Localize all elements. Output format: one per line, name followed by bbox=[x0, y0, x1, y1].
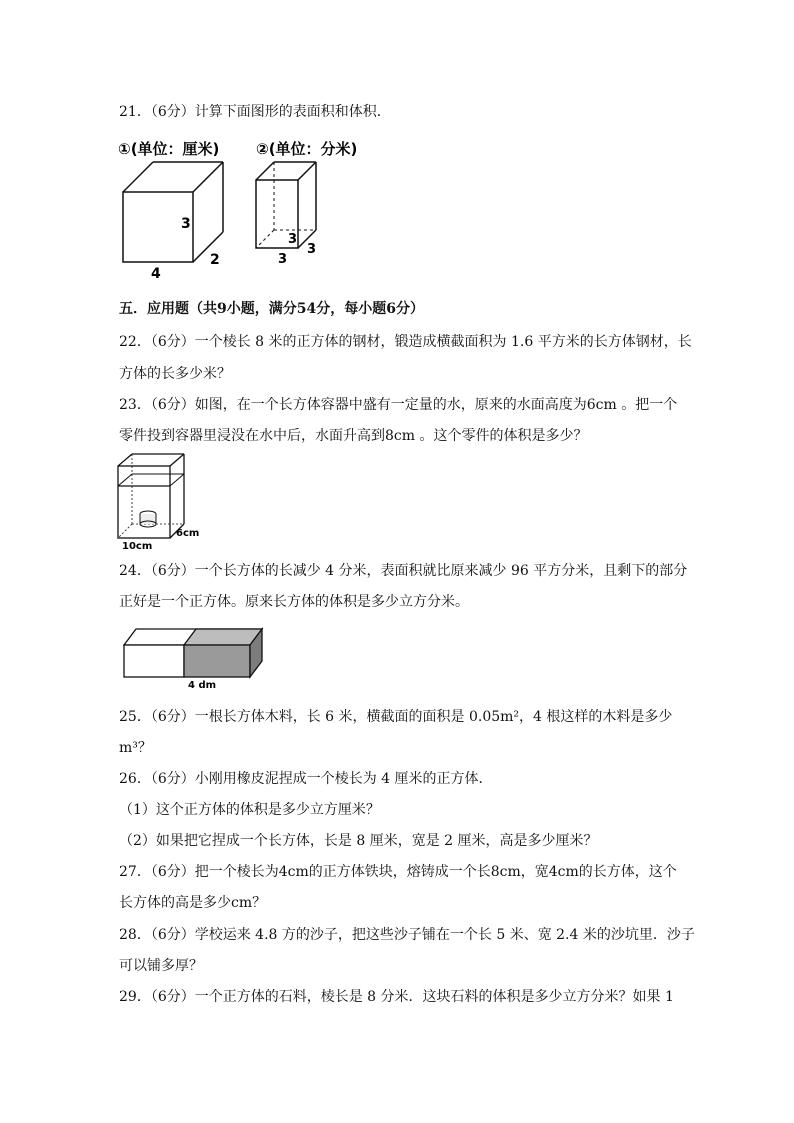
q21-fig1-dim-depth: 2 bbox=[210, 252, 220, 268]
q28-line-1: 28．（6分）学校运来 4.8 方的沙子，把这些沙子铺在一个长 5 米、宽 2.4 米的沙坑里．沙子 bbox=[119, 927, 695, 943]
q24-fig-dim: 4 dm bbox=[188, 680, 217, 691]
q27-line-2: 长方体的高是多少cm？ bbox=[119, 895, 267, 911]
q23-container-figure bbox=[116, 452, 211, 552]
q25-line-1: 25．（6分）一根长方体木料，长 6 米，横截面的面积是 0.05m²，4 根这样的木料是多少 bbox=[119, 709, 673, 725]
q22-line-1: 22．（6分）一个棱长 8 米的正方体的钢材，锻造成横截面积为 1.6 平方米的长方体钢材，长 bbox=[119, 334, 692, 350]
q27-line-1: 27．（6分）把一个棱长为4cm的正方体铁块，熔铸成一个长8cm，宽4cm的长方体，这个 bbox=[119, 864, 677, 880]
q21-fig1-dim-length: 4 bbox=[151, 266, 161, 281]
q23-fig-depth: 6cm bbox=[176, 528, 200, 539]
q26-line-1: 26．（6分）小刚用橡皮泥捏成一个棱长为 4 厘米的正方体． bbox=[119, 771, 493, 787]
q24-line-1: 24．（6分）一个长方体的长减少 4 分米，表面积就比原来减少 96 平方分米，且剩下的部分 bbox=[119, 563, 688, 579]
section-5-title: 五．应用题（共9小题，满分54分，每小题6分） bbox=[119, 301, 424, 317]
q21-fig2-dim-inner: 3 bbox=[288, 232, 298, 247]
q23-line-1: 23．（6分）如图，在一个长方体容器中盛有一定量的水，原来的水面高度为6cm 。把一个 bbox=[119, 397, 678, 413]
q28-line-2: 可以铺多厚？ bbox=[119, 958, 203, 974]
q24-line-2: 正好是一个正方体。原来长方体的体积是多少立方分米。 bbox=[119, 594, 469, 610]
q29-line-1: 29．（6分）一个正方体的石料，棱长是 8 分米．这块石料的体积是多少立方分米？如果 1 bbox=[119, 989, 674, 1005]
q21-fig1-dim-height: 3 bbox=[181, 216, 191, 232]
q26-sub-2: （2）如果把它捏成一个长方体，长是 8 厘米，宽是 2 厘米，高是多少厘米？ bbox=[119, 833, 598, 849]
q21-fig1-title: ①(单位：厘米) bbox=[118, 140, 220, 158]
q24-cuboid-figure bbox=[122, 625, 267, 691]
q21-fig2-title: ②(单位：分米) bbox=[256, 140, 358, 158]
q25-line-2: m³？ bbox=[119, 740, 152, 756]
q21-figure-1 bbox=[118, 136, 233, 281]
q23-line-2: 零件投到容器里浸没在水中后，水面升高到8cm 。这个零件的体积是多少？ bbox=[119, 428, 588, 444]
q21-figure-2 bbox=[250, 136, 360, 271]
q26-sub-1: （1）这个正方体的体积是多少立方厘米？ bbox=[119, 802, 380, 818]
q21-fig2-dim-width: 3 bbox=[278, 252, 288, 267]
q21-text: 21．（6分）计算下面图形的表面积和体积． bbox=[119, 104, 391, 120]
q22-line-2: 方体的长多少米？ bbox=[119, 366, 231, 382]
q23-fig-width: 10cm bbox=[122, 541, 153, 552]
q21-fig2-dim-depth: 3 bbox=[307, 242, 317, 257]
